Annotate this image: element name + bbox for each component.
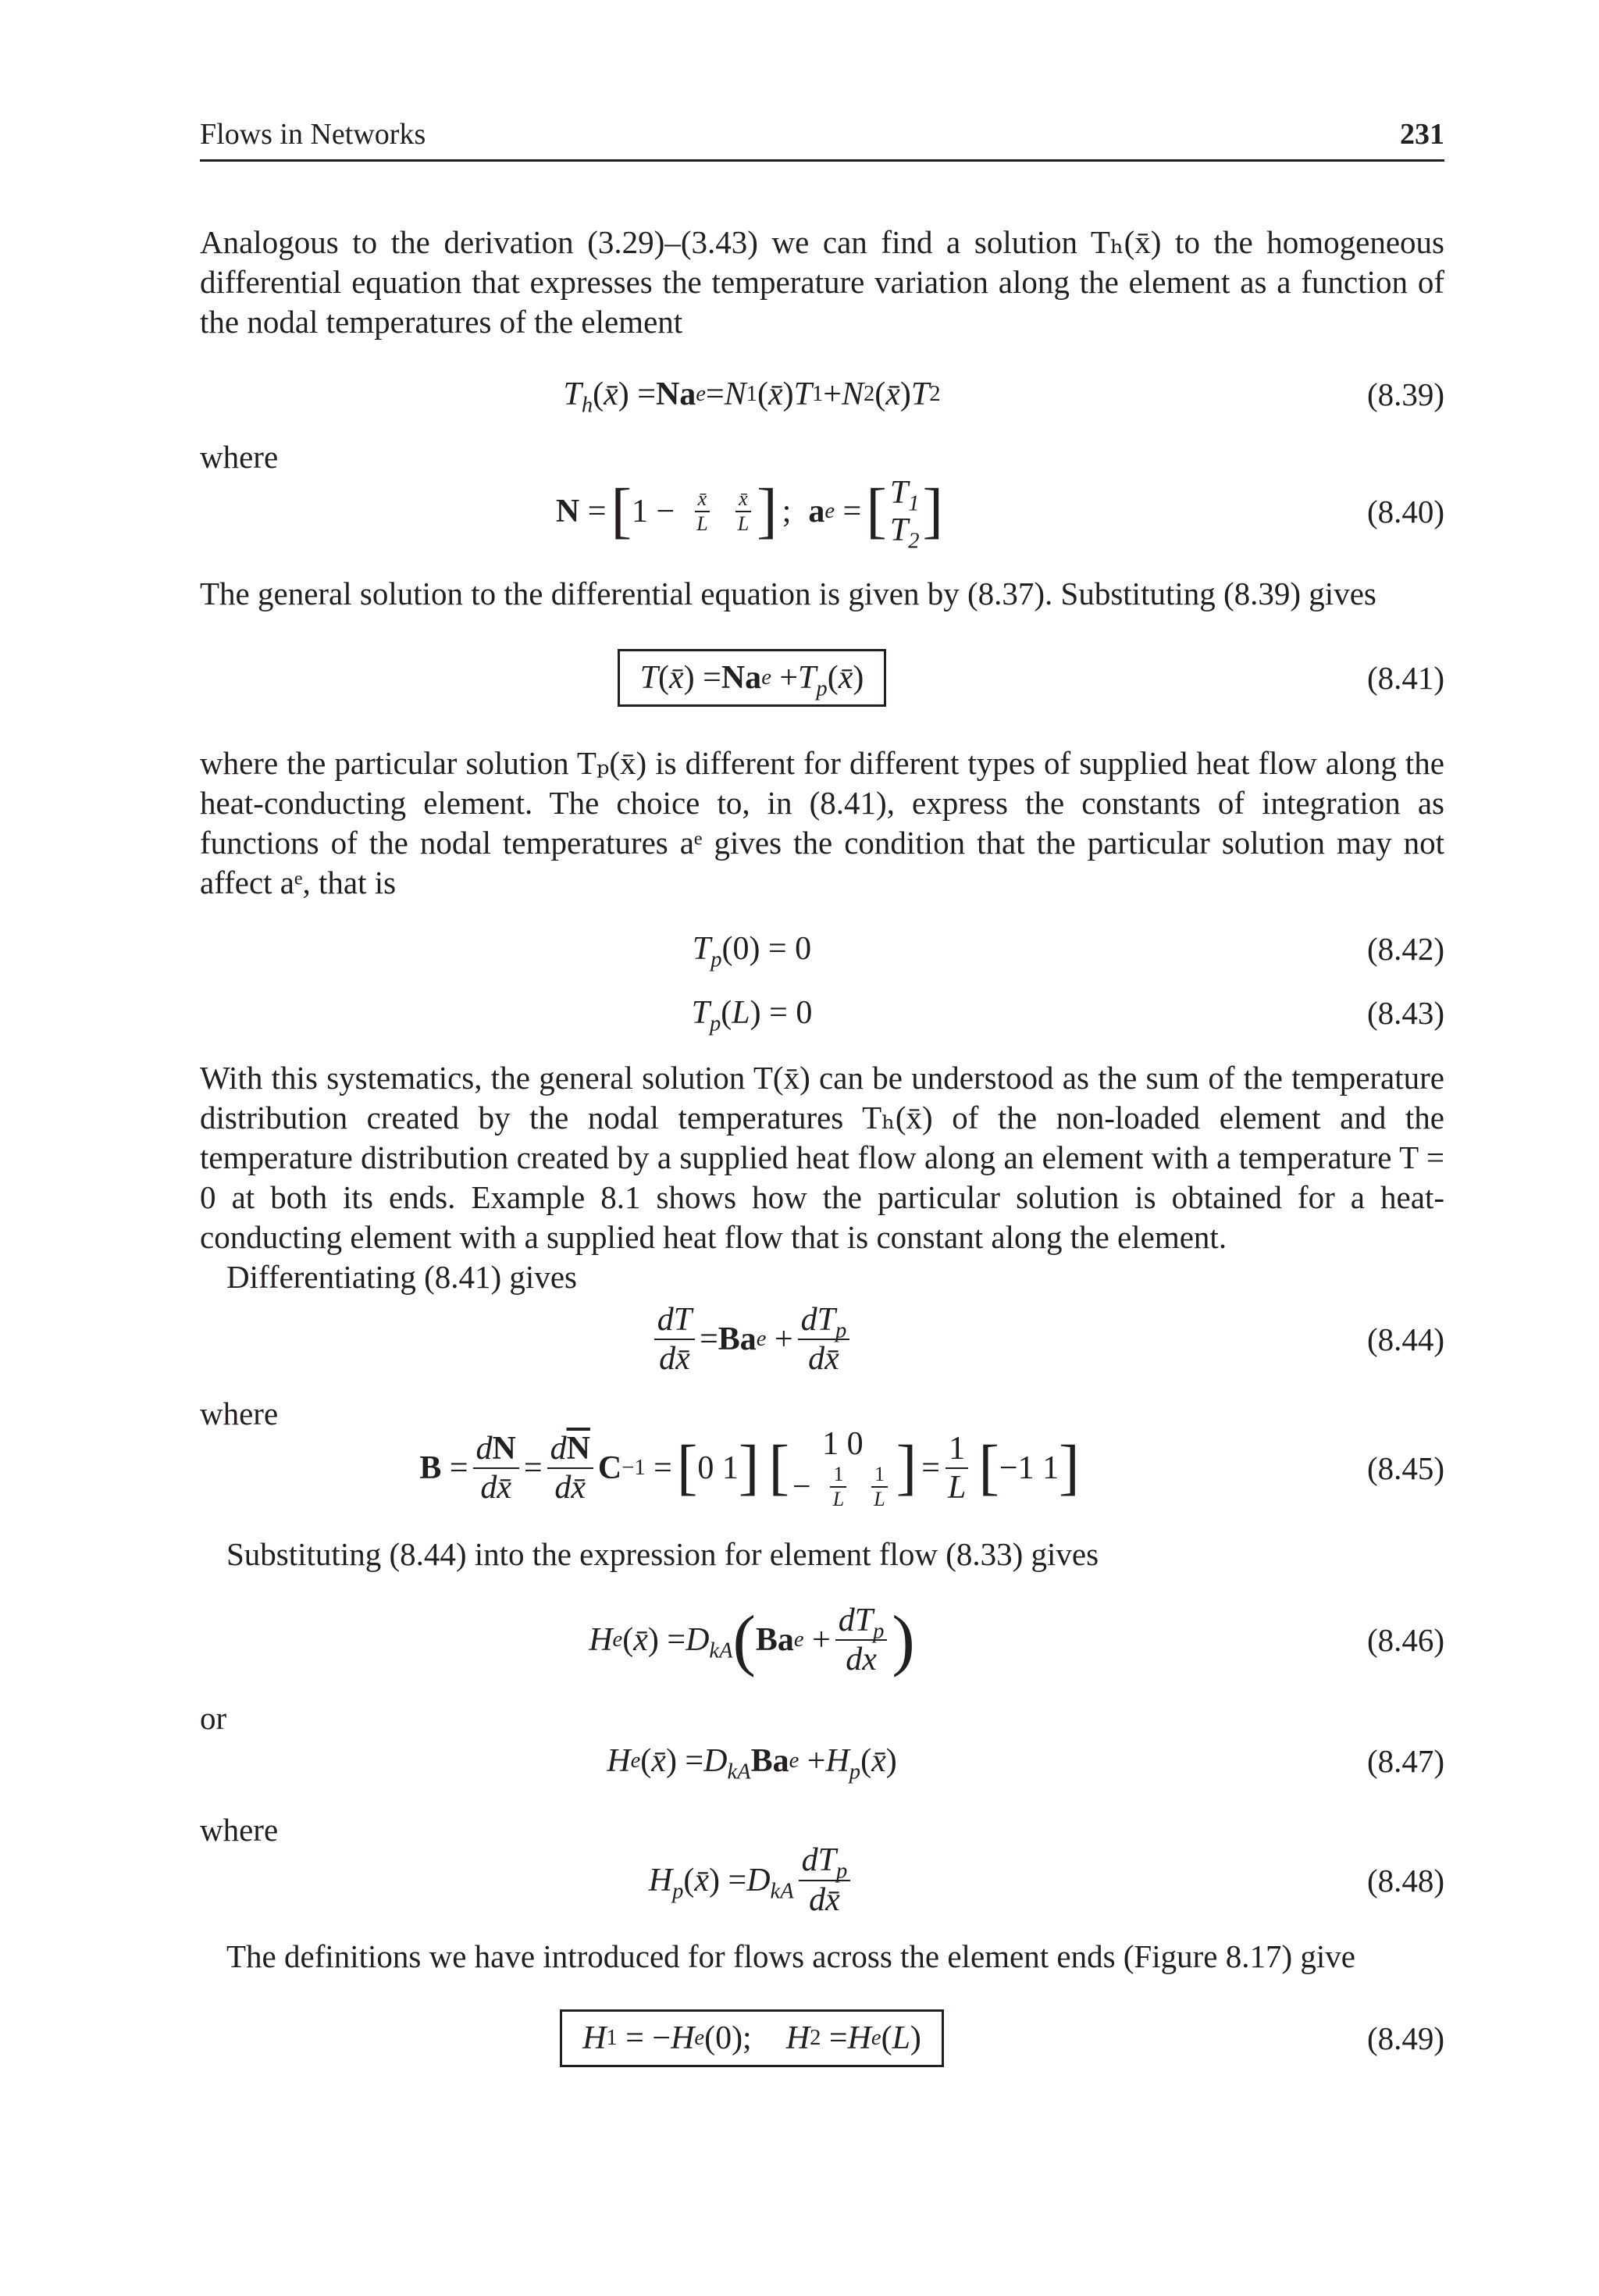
equation-8-49 [200, 1999, 1444, 2077]
where-label: where [200, 1396, 279, 1431]
equation-8-44 [200, 1289, 1444, 1390]
equation-number: (8.42) [1366, 931, 1444, 967]
equation-number: (8.46) [1366, 1622, 1444, 1658]
equation-number: (8.41) [1366, 660, 1444, 696]
equation-number: (8.47) [1366, 1743, 1444, 1779]
equation-8-40 [200, 465, 1444, 558]
page-header [200, 117, 1444, 162]
running-head: Flows in Networks [200, 118, 426, 151]
equation-8-41 [200, 639, 1444, 717]
where-label: where [200, 439, 279, 475]
equation-number: (8.45) [1366, 1450, 1444, 1486]
equation-8-46-body: H e ( x̄ ) = $D_{kA}$ ( Ba e + $\frac{dT_p}{dx}$ ) [589, 1601, 915, 1678]
equation-number: (8.39) [1366, 376, 1444, 412]
equation-8-49-body [200, 1999, 1304, 2077]
equation-8-39-body: $T_h$ ( x̄ ) = Na e = N 1 ( x̄ ) T 1 + N 2 ( x̄ ) T 2 [563, 376, 941, 418]
equation-8-42 [200, 922, 1444, 976]
equation-8-48 [200, 1827, 1444, 1933]
equation-8-40-body: N = [ 1 − $\frac{x̄}{L}$ $\frac{x̄}{L}$ ] ; a e = [ $T_1$ $T_2$ ] [555, 475, 944, 554]
equation-number: (8.48) [1366, 1862, 1444, 1898]
equation-8-45 [200, 1417, 1444, 1519]
equation-number: (8.43) [1366, 995, 1444, 1031]
paragraph-general-solution: The general solution to the differential equation is given by (8.37). Substituting (8.39) gives [200, 576, 1376, 611]
paragraph-systematics: With this systematics, the general solution T(x̄) can be understood as the sum of the temperature distribution created by the nodal temperatures Tₕ(x̄) of the non-loaded element and the temperature distribution created by a supplied heat flow along an element with a temperature T = 0 at both its ends. Example 8.1 shows how the particular solution is obtained for a heat-conducting element with a supplied heat flow that is constant along the element. [200, 1060, 1444, 1255]
equation-8-47-body: H e ( x̄ ) = $D_{kA}$ Ba e + $H_p$ ( x̄ ) [607, 1743, 897, 1784]
equation-8-45-body: B = $\frac{dN}{dx̄}$ = $\frac{d\overline{N}}{dx̄}$ C −1 = [ 0 1 ] [ 1 0 − $\frac{1}{L}$ $\frac{1}{L}$ ] = $\frac{1}{L}$ [ −1 1 ] [419, 1426, 1080, 1510]
equation-8-44-body: $\frac{dT}{dx̄}$ = Ba e + $\frac{dT_p}{dx̄}$ [200, 1289, 1304, 1390]
equation-8-43 [200, 986, 1444, 1040]
boxed-equation: H 1 = − H e (0); H 2 = H e ( L ) [560, 2009, 944, 2067]
or-label: or [200, 1700, 227, 1736]
paragraph-substituting: Substituting (8.44) into the expression for element flow (8.33) gives [226, 1536, 1099, 1572]
equation-8-47 [200, 1730, 1444, 1792]
where-label: where [200, 1812, 279, 1848]
equation-8-43-body: $T_p$ ( L ) = 0 [691, 995, 813, 1036]
equation-8-46 [200, 1585, 1444, 1695]
paragraph-particular-solution: where the particular solution Tₚ(x̄) is different for different types of supplied heat flow along the heat-conducting element. The choice to, in (8.41), express the constants of integration as functions of the nodal temperatures aᵉ gives the condition that the particular solution may not affect aᵉ, that is [200, 745, 1444, 900]
paragraph-intro: Analogous to the derivation (3.29)–(3.43) we can find a solution Tₕ(x̄) to the homogeneous differential equation that expresses the temperature variation along the element as a function of the nodal temperatures of the element [200, 224, 1444, 340]
boxed-equation: T ( x̄ ) = Na e + $T_p$ ( x̄ ) [618, 649, 887, 707]
page-number: 231 [1400, 118, 1444, 151]
equation-8-41-body [200, 639, 1304, 717]
paragraph-differentiating: Differentiating (8.41) gives [226, 1259, 577, 1295]
equation-number: (8.40) [1366, 494, 1444, 529]
equation-8-39 [200, 359, 1444, 430]
equation-number: (8.49) [1366, 2020, 1444, 2056]
paragraph-definitions: The definitions we have introduced for flows across the element ends (Figure 8.17) give [226, 1938, 1355, 1974]
equation-number: (8.44) [1366, 1321, 1444, 1357]
equation-8-48-body: $H_p$ ( x̄ ) = $D_{kA}$ $\frac{dT_p}{dx̄}$ [200, 1827, 1304, 1933]
equation-8-42-body: $T_p$ (0) = 0 [692, 931, 812, 972]
